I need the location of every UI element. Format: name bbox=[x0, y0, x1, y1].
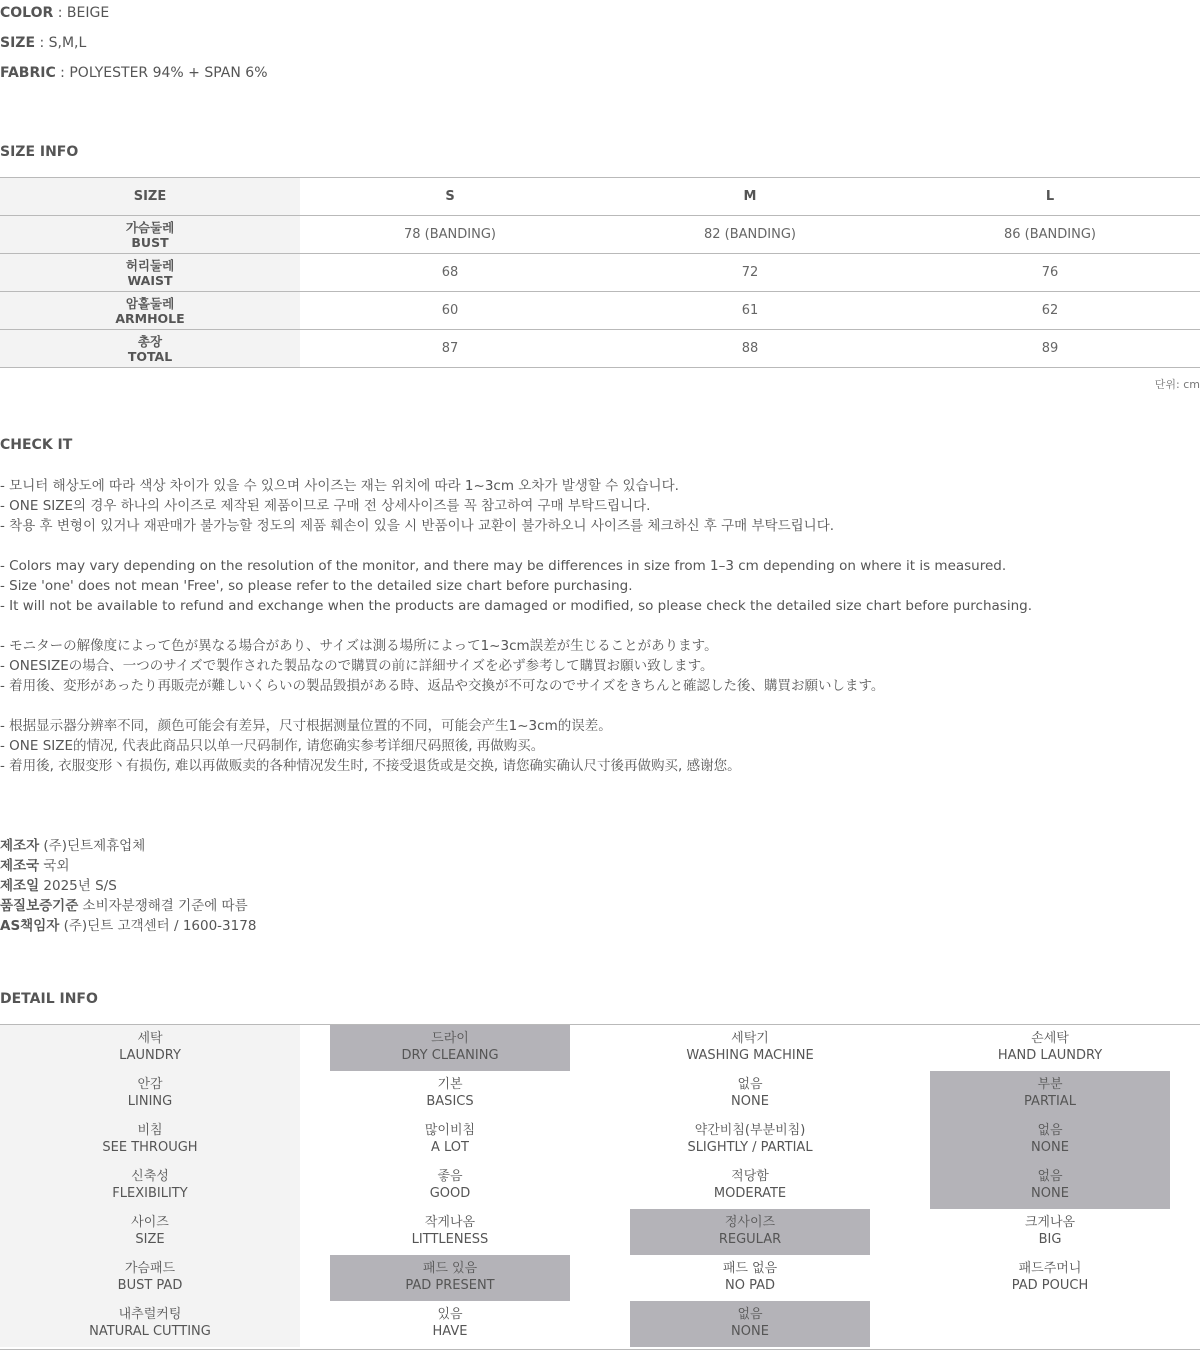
measure-label-ko: 암홀둘레 bbox=[125, 295, 175, 311]
detail-ko: 신축성 bbox=[131, 1169, 169, 1184]
detail-en: GOOD bbox=[429, 1186, 471, 1201]
measure-label-ko: 총장 bbox=[137, 333, 163, 349]
detail-ko: 정사이즈 bbox=[724, 1215, 776, 1230]
detail-row bbox=[0, 1117, 1200, 1163]
detail-ko: 크게나옴 bbox=[1024, 1215, 1076, 1230]
detail-category bbox=[30, 1209, 270, 1255]
detail-en: PAD POUCH bbox=[1011, 1278, 1089, 1293]
detail-category bbox=[30, 1255, 270, 1301]
detail-en: LAUNDRY bbox=[119, 1048, 181, 1063]
detail-ko: 패드주머니 bbox=[1018, 1261, 1082, 1276]
note-line bbox=[0, 536, 1032, 556]
maker-value: 소비자분쟁해결 기준에 따름 bbox=[78, 898, 248, 914]
detail-option-selected bbox=[930, 1071, 1170, 1117]
maker-line bbox=[0, 916, 256, 936]
detail-row bbox=[0, 1163, 1200, 1209]
detail-ko: 사이즈 bbox=[131, 1215, 169, 1230]
note-line: - ONESIZEの場合、一つのサイズで製作された製品なので購買の前に詳細サイズを必ず参考して購買お願い致します。 bbox=[0, 658, 714, 674]
table-cell: 62 bbox=[900, 292, 1200, 330]
detail-option bbox=[330, 1163, 570, 1209]
detail-ko: 작게나옴 bbox=[424, 1215, 476, 1230]
note-line: - Size 'one' does not mean 'Free', so please refer to the detailed size chart before purchasing. bbox=[0, 578, 633, 594]
table-cell: 72 bbox=[600, 254, 900, 292]
detail-ko: 손세탁 bbox=[1031, 1031, 1069, 1046]
note-line: - ONE SIZE의 경우 하나의 사이즈로 제작된 제품이므로 구매 전 상세사이즈를 꼭 참고하여 구매 부탁드립니다. bbox=[0, 498, 651, 514]
table-cell: 88 bbox=[600, 330, 900, 368]
detail-en: NONE bbox=[731, 1094, 769, 1109]
detail-en: NONE bbox=[1031, 1140, 1069, 1155]
detail-option bbox=[930, 1209, 1170, 1255]
size-table bbox=[0, 177, 1200, 368]
note-line: - 着用後、変形があったり再販売が難しいくらいの製品毀損がある時、返品や交換が不可なのでサイズをきちんと確認した後、購買お願いします。 bbox=[0, 678, 885, 694]
detail-ko: 드라이 bbox=[431, 1031, 469, 1046]
detail-option bbox=[630, 1117, 870, 1163]
detail-en: WASHING MACHINE bbox=[686, 1048, 814, 1063]
detail-option-selected bbox=[930, 1117, 1170, 1163]
size-header-cell: L bbox=[900, 178, 1200, 216]
measure-label bbox=[0, 330, 300, 368]
detail-row bbox=[0, 1255, 1200, 1301]
maker-label: 제조국 bbox=[0, 858, 40, 874]
detail-row bbox=[0, 1301, 1200, 1347]
check-it-notes bbox=[0, 476, 1032, 776]
detail-info-title: DETAIL INFO bbox=[0, 991, 98, 1007]
detail-ko: 가슴패드 bbox=[124, 1261, 176, 1276]
table-cell: 86 (BANDING) bbox=[900, 216, 1200, 254]
detail-ko: 있음 bbox=[437, 1307, 463, 1322]
table-cell: 68 bbox=[300, 254, 600, 292]
note-line bbox=[0, 616, 1032, 636]
detail-ko: 없음 bbox=[737, 1307, 763, 1322]
detail-option bbox=[330, 1209, 570, 1255]
table-row bbox=[0, 254, 1200, 292]
size-spec bbox=[0, 35, 86, 51]
table-cell: 87 bbox=[300, 330, 600, 368]
note-line: - Colors may vary depending on the resolution of the monitor, and there may be differences in size from 1–3 cm depending on where it is measured. bbox=[0, 558, 1007, 574]
measure-label bbox=[0, 292, 300, 330]
measure-label bbox=[0, 216, 300, 254]
fabric-value: : POLYESTER 94% + SPAN 6% bbox=[55, 65, 268, 81]
table-row bbox=[0, 330, 1200, 368]
maker-line bbox=[0, 856, 256, 876]
maker-label: AS책임자 bbox=[0, 918, 60, 934]
detail-category bbox=[30, 1301, 270, 1347]
detail-en: SLIGHTLY / PARTIAL bbox=[687, 1140, 813, 1155]
detail-ko: 없음 bbox=[737, 1077, 763, 1092]
color-spec bbox=[0, 5, 109, 21]
maker-label: 품질보증기준 bbox=[0, 898, 79, 914]
detail-ko: 없음 bbox=[1037, 1123, 1063, 1138]
check-it-title: CHECK IT bbox=[0, 437, 73, 453]
table-cell: 60 bbox=[300, 292, 600, 330]
detail-en: NATURAL CUTTING bbox=[89, 1324, 211, 1339]
maker-info bbox=[0, 836, 256, 936]
maker-label: 제조자 bbox=[0, 838, 40, 854]
detail-en: BUST PAD bbox=[117, 1278, 183, 1293]
detail-option-selected bbox=[330, 1255, 570, 1301]
maker-line bbox=[0, 876, 256, 896]
fabric-spec bbox=[0, 65, 268, 81]
detail-en: HAND LAUNDRY bbox=[997, 1048, 1103, 1063]
table-row bbox=[0, 292, 1200, 330]
detail-en: SIZE bbox=[135, 1232, 165, 1247]
detail-ko: 없음 bbox=[1037, 1169, 1063, 1184]
size-table-header bbox=[0, 178, 1200, 216]
color-label: COLOR bbox=[0, 5, 54, 21]
size-label: SIZE bbox=[0, 35, 36, 51]
detail-row bbox=[0, 1071, 1200, 1117]
detail-ko: 비침 bbox=[137, 1123, 163, 1138]
detail-ko: 세탁 bbox=[137, 1031, 163, 1046]
detail-en: HAVE bbox=[432, 1324, 468, 1339]
detail-option bbox=[930, 1025, 1170, 1071]
detail-en: FLEXIBILITY bbox=[112, 1186, 188, 1201]
maker-value: 국외 bbox=[39, 858, 70, 874]
detail-en: SEE THROUGH bbox=[102, 1140, 198, 1155]
detail-en: A LOT bbox=[431, 1140, 469, 1155]
color-value: : BEIGE bbox=[53, 5, 110, 21]
maker-value: 2025년 S/S bbox=[39, 878, 117, 894]
detail-category bbox=[30, 1163, 270, 1209]
table-cell: 89 bbox=[900, 330, 1200, 368]
size-header-cell: S bbox=[300, 178, 600, 216]
detail-option-selected bbox=[330, 1025, 570, 1071]
detail-en: DRY CLEANING bbox=[401, 1048, 499, 1063]
detail-option bbox=[630, 1163, 870, 1209]
detail-en: BASICS bbox=[426, 1094, 474, 1109]
maker-value: (주)딘트 고객센터 / 1600-3178 bbox=[59, 918, 257, 934]
table-cell: 61 bbox=[600, 292, 900, 330]
detail-en: LITTLENESS bbox=[411, 1232, 489, 1247]
maker-line bbox=[0, 836, 256, 856]
note-line: - 着用後, 衣服变形丶有损伤, 难以再做贩卖的各种情况发生时, 不接受退货或是交换, 请您确实确认尺寸後再做购买, 感谢您。 bbox=[0, 758, 741, 774]
detail-ko: 패드 없음 bbox=[722, 1261, 778, 1276]
detail-category bbox=[30, 1025, 270, 1071]
detail-option-selected bbox=[930, 1163, 1170, 1209]
detail-option bbox=[630, 1071, 870, 1117]
unit-note: 단위: cm bbox=[1154, 378, 1200, 391]
detail-en: PARTIAL bbox=[1024, 1094, 1076, 1109]
measure-label-en: ARMHOLE bbox=[115, 310, 185, 326]
detail-option bbox=[330, 1301, 570, 1347]
detail-en: LINING bbox=[127, 1094, 173, 1109]
detail-en: BIG bbox=[1038, 1232, 1062, 1247]
table-row bbox=[0, 216, 1200, 254]
detail-ko: 부분 bbox=[1037, 1077, 1063, 1092]
size-value: : S,M,L bbox=[35, 35, 87, 51]
detail-table bbox=[0, 1024, 1200, 1350]
detail-option bbox=[330, 1117, 570, 1163]
fabric-label: FABRIC bbox=[0, 65, 56, 81]
detail-ko: 좋음 bbox=[437, 1169, 463, 1184]
note-line: - It will not be available to refund and exchange when the products are damaged or modified, so please check the detailed size chart before purchasing. bbox=[0, 598, 1032, 614]
detail-en: REGULAR bbox=[718, 1232, 782, 1247]
detail-en: MODERATE bbox=[713, 1186, 787, 1201]
detail-ko: 내추럴커팅 bbox=[118, 1307, 182, 1322]
detail-category bbox=[30, 1117, 270, 1163]
detail-option-selected bbox=[630, 1209, 870, 1255]
detail-ko: 많이비침 bbox=[424, 1123, 476, 1138]
size-info-title: SIZE INFO bbox=[0, 144, 79, 160]
detail-option bbox=[930, 1255, 1170, 1301]
note-line: - 根据显示器分辨率不同，颜色可能会有差异，尺寸根据测量位置的不同，可能会产生1~3cm的误差。 bbox=[0, 718, 612, 734]
detail-option bbox=[630, 1255, 870, 1301]
detail-option bbox=[630, 1025, 870, 1071]
table-cell: 82 (BANDING) bbox=[600, 216, 900, 254]
table-cell: 78 (BANDING) bbox=[300, 216, 600, 254]
detail-row bbox=[0, 1209, 1200, 1255]
detail-option-selected bbox=[630, 1301, 870, 1347]
detail-ko: 적당함 bbox=[731, 1169, 769, 1184]
size-header-cell: SIZE bbox=[0, 178, 300, 216]
maker-line bbox=[0, 896, 256, 916]
detail-en: PAD PRESENT bbox=[405, 1278, 495, 1293]
note-line bbox=[0, 696, 1032, 716]
detail-ko: 안감 bbox=[137, 1077, 163, 1092]
detail-category bbox=[30, 1071, 270, 1117]
maker-value: (주)딘트제휴업체 bbox=[39, 838, 146, 854]
detail-en: NO PAD bbox=[724, 1278, 775, 1293]
note-line: - 모니터 해상도에 따라 색상 차이가 있을 수 있으며 사이즈는 재는 위치에 따라 1~3cm 오차가 발생할 수 있습니다. bbox=[0, 478, 679, 494]
note-line: - ONE SIZE的情况, 代表此商品只以单一尺码制作, 请您确实参考详细尺码照後, 再做购买。 bbox=[0, 738, 545, 754]
detail-en: NONE bbox=[1031, 1186, 1069, 1201]
detail-ko: 세탁기 bbox=[731, 1031, 769, 1046]
measure-label-ko: 가슴둘레 bbox=[125, 219, 175, 235]
detail-ko: 기본 bbox=[437, 1077, 463, 1092]
size-header-cell: M bbox=[600, 178, 900, 216]
note-line: - 착용 후 변형이 있거나 재판매가 불가능할 정도의 제품 훼손이 있을 시 반품이나 교환이 불가하오니 사이즈를 체크하신 후 구매 부탁드립니다. bbox=[0, 518, 835, 534]
measure-label bbox=[0, 254, 300, 292]
detail-ko: 약간비침(부분비침) bbox=[694, 1123, 806, 1138]
maker-label: 제조일 bbox=[0, 878, 40, 894]
detail-en: NONE bbox=[731, 1324, 769, 1339]
detail-option bbox=[330, 1071, 570, 1117]
measure-label-en: WAIST bbox=[127, 272, 173, 288]
detail-row bbox=[0, 1025, 1200, 1071]
note-line: - モニターの解像度によって色が異なる場合があり、サイズは測る場所によって1~3cm誤差が生じることがあります。 bbox=[0, 638, 718, 654]
measure-label-en: BUST bbox=[131, 234, 169, 250]
table-cell: 76 bbox=[900, 254, 1200, 292]
detail-ko: 패드 있음 bbox=[422, 1261, 478, 1276]
measure-label-en: TOTAL bbox=[127, 348, 173, 364]
measure-label-ko: 허리둘레 bbox=[125, 257, 175, 273]
